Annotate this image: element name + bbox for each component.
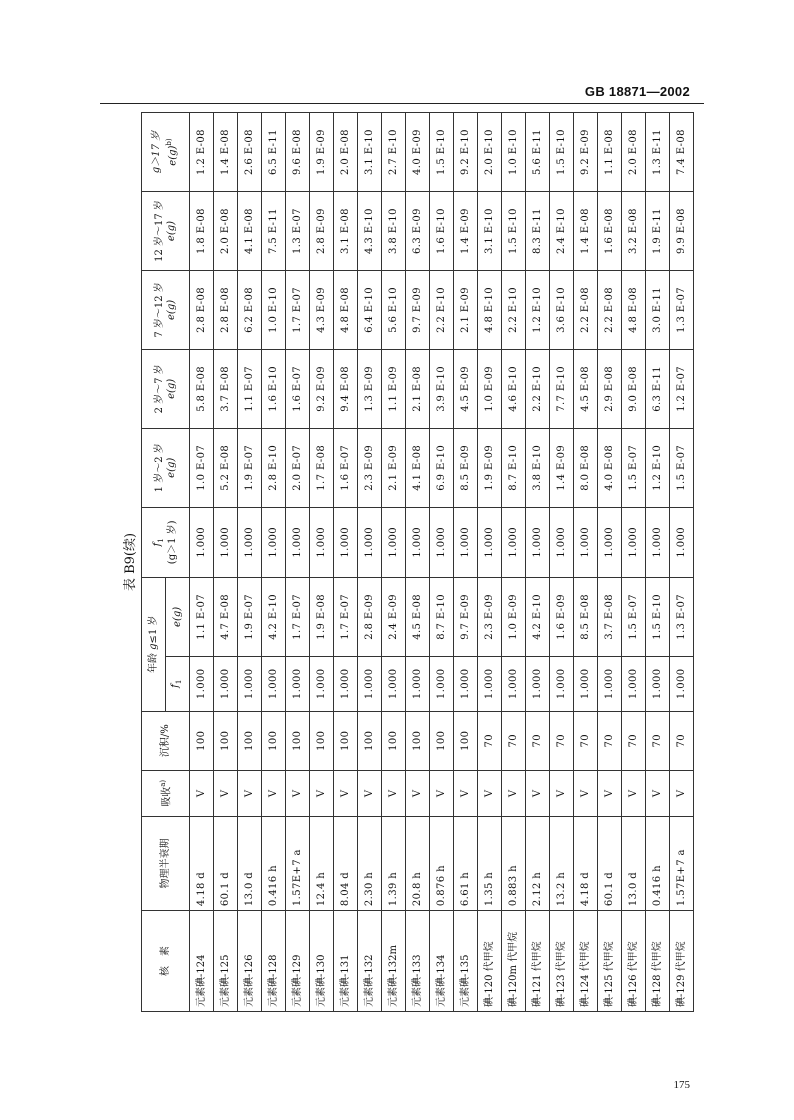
- cell-e-adult: 7.4 E-08: [670, 113, 694, 192]
- cell-e-7-12: 1.7 E-07: [286, 270, 310, 349]
- cell-half-life: 4.18 d: [190, 816, 214, 910]
- cell-deposition: 70: [502, 711, 526, 770]
- cell-e-infant: 4.2 E-10: [262, 577, 286, 656]
- cell-e-1-2: 1.6 E-07: [334, 428, 358, 507]
- cell-absorption: V: [214, 770, 238, 816]
- cell-e-2-7: 2.9 E-08: [598, 349, 622, 428]
- cell-e-infant: 4.7 E-08: [214, 577, 238, 656]
- page-number: 175: [673, 1079, 690, 1091]
- cell-e-infant: 1.0 E-09: [502, 577, 526, 656]
- footnote-b-marker: b): [165, 138, 174, 146]
- cell-e-infant: 1.7 E-07: [286, 577, 310, 656]
- cell-nuclide: 碘-121 代甲烷: [526, 911, 550, 1012]
- cell-nuclide: 碘-125 代甲烷: [598, 911, 622, 1012]
- cell-e-12-17: 1.6 E-10: [430, 192, 454, 271]
- cell-e-7-12: 4.3 E-09: [310, 270, 334, 349]
- cell-e-adult: 1.5 E-10: [550, 113, 574, 192]
- cell-nuclide: 碘-120m 代甲烷: [502, 911, 526, 1012]
- cell-e-2-7: 4.6 E-10: [502, 349, 526, 428]
- cell-e-infant: 1.9 E-08: [310, 577, 334, 656]
- cell-e-adult: 2.7 E-10: [382, 113, 406, 192]
- cell-deposition: 100: [454, 711, 478, 770]
- cell-e-2-7: 1.6 E-07: [286, 349, 310, 428]
- cell-e-2-7: 2.2 E-10: [526, 349, 550, 428]
- cell-e-7-12: 2.8 E-08: [190, 270, 214, 349]
- cell-e-7-12: 2.2 E-10: [502, 270, 526, 349]
- cell-e-2-7: 3.7 E-08: [214, 349, 238, 428]
- cell-deposition: 100: [334, 711, 358, 770]
- cell-absorption: V: [238, 770, 262, 816]
- cell-e-2-7: 7.7 E-10: [550, 349, 574, 428]
- cell-e-2-7: 1.3 E-09: [358, 349, 382, 428]
- header-age-7-12: 7 岁～12 岁 e(g): [142, 270, 190, 349]
- cell-e-adult: 2.6 E-08: [238, 113, 262, 192]
- cell-e-2-7: 6.3 E-11: [646, 349, 670, 428]
- header-rule: [100, 103, 704, 104]
- header-age-group-le1: 年龄 g≤1 岁: [142, 577, 166, 711]
- cell-nuclide: 碘-126 代甲烷: [622, 911, 646, 1012]
- cell-nuclide: 碘-123 代甲烷: [550, 911, 574, 1012]
- cell-e-12-17: 2.0 E-08: [214, 192, 238, 271]
- cell-e-2-7: 5.8 E-08: [190, 349, 214, 428]
- cell-half-life: 1.57E+7 a: [670, 816, 694, 910]
- cell-e-7-12: 6.2 E-08: [238, 270, 262, 349]
- cell-e-7-12: 6.4 E-10: [358, 270, 382, 349]
- cell-e-2-7: 9.2 E-09: [310, 349, 334, 428]
- cell-absorption: V: [310, 770, 334, 816]
- cell-nuclide: 元素碘-133: [406, 911, 430, 1012]
- table-row: [430, 113, 454, 1012]
- cell-e-12-17: 4.3 E-10: [358, 192, 382, 271]
- cell-f1-child: 1.000: [214, 507, 238, 577]
- table-row: [262, 113, 286, 1012]
- cell-e-1-2: 1.5 E-07: [670, 428, 694, 507]
- cell-absorption: V: [622, 770, 646, 816]
- cell-f1-child: 1.000: [358, 507, 382, 577]
- cell-e-adult: 1.1 E-08: [598, 113, 622, 192]
- table-row: [382, 113, 406, 1012]
- cell-f1-child: 1.000: [406, 507, 430, 577]
- cell-f1-child: 1.000: [286, 507, 310, 577]
- cell-absorption: V: [358, 770, 382, 816]
- cell-half-life: 0.416 h: [646, 816, 670, 910]
- dose-coefficient-table: [141, 112, 694, 1012]
- cell-e-adult: 9.2 E-09: [574, 113, 598, 192]
- cell-f1-infant: 1.000: [430, 656, 454, 711]
- cell-half-life: 12.4 h: [310, 816, 334, 910]
- cell-nuclide: 碘-129 代甲烷: [670, 911, 694, 1012]
- cell-f1-infant: 1.000: [550, 656, 574, 711]
- cell-e-adult: 9.2 E-10: [454, 113, 478, 192]
- cell-e-7-12: 2.2 E-08: [574, 270, 598, 349]
- cell-f1-infant: 1.000: [526, 656, 550, 711]
- standard-code: GB 18871—2002: [584, 84, 690, 99]
- cell-nuclide: 元素碘-132: [358, 911, 382, 1012]
- cell-deposition: 100: [358, 711, 382, 770]
- cell-nuclide: 元素碘-124: [190, 911, 214, 1012]
- header-age-1-2: 1 岁～2 岁 e(g): [142, 428, 190, 507]
- table-row: [334, 113, 358, 1012]
- cell-half-life: 13.2 h: [550, 816, 574, 910]
- table-row: [478, 113, 502, 1012]
- cell-nuclide: 元素碘-125: [214, 911, 238, 1012]
- cell-e-1-2: 1.0 E-07: [190, 428, 214, 507]
- cell-f1-child: 1.000: [622, 507, 646, 577]
- cell-e-2-7: 9.0 E-08: [622, 349, 646, 428]
- cell-e-7-12: 1.0 E-10: [262, 270, 286, 349]
- cell-nuclide: 元素碘-130: [310, 911, 334, 1012]
- cell-f1-child: 1.000: [430, 507, 454, 577]
- cell-e-adult: 2.0 E-08: [334, 113, 358, 192]
- cell-e-1-2: 3.8 E-10: [526, 428, 550, 507]
- cell-f1-infant: 1.000: [262, 656, 286, 711]
- cell-deposition: 70: [574, 711, 598, 770]
- table-body: [190, 113, 694, 1012]
- cell-nuclide: 元素碘-134: [430, 911, 454, 1012]
- cell-f1-infant: 1.000: [214, 656, 238, 711]
- header-age-2-7: 2 岁～7 岁 e(g): [142, 349, 190, 428]
- cell-deposition: 70: [526, 711, 550, 770]
- cell-f1-child: 1.000: [598, 507, 622, 577]
- table-row: [310, 113, 334, 1012]
- cell-e-7-12: 4.8 E-10: [478, 270, 502, 349]
- table-row: [550, 113, 574, 1012]
- cell-f1-infant: 1.000: [190, 656, 214, 711]
- cell-f1-infant: 1.000: [454, 656, 478, 711]
- cell-e-12-17: 1.4 E-08: [574, 192, 598, 271]
- cell-e-7-12: 2.1 E-09: [454, 270, 478, 349]
- header-deposition: 沉积/%: [142, 711, 190, 770]
- cell-deposition: 70: [598, 711, 622, 770]
- cell-absorption: V: [526, 770, 550, 816]
- cell-e-2-7: 1.0 E-09: [478, 349, 502, 428]
- cell-f1-child: 1.000: [238, 507, 262, 577]
- cell-e-infant: 1.6 E-09: [550, 577, 574, 656]
- cell-e-infant: 1.7 E-07: [334, 577, 358, 656]
- header-e-g: e(g): [166, 577, 190, 656]
- cell-e-1-2: 1.5 E-07: [622, 428, 646, 507]
- cell-e-7-12: 4.8 E-08: [622, 270, 646, 349]
- cell-f1-infant: 1.000: [382, 656, 406, 711]
- cell-f1-child: 1.000: [526, 507, 550, 577]
- cell-e-12-17: 3.2 E-08: [622, 192, 646, 271]
- cell-half-life: 20.8 h: [406, 816, 430, 910]
- cell-deposition: 100: [214, 711, 238, 770]
- cell-e-adult: 1.9 E-09: [310, 113, 334, 192]
- cell-e-2-7: 4.5 E-09: [454, 349, 478, 428]
- cell-f1-infant: 1.000: [622, 656, 646, 711]
- cell-e-infant: 4.2 E-10: [526, 577, 550, 656]
- cell-absorption: V: [334, 770, 358, 816]
- cell-nuclide: 元素碘-132m: [382, 911, 406, 1012]
- table-row: [286, 113, 310, 1012]
- table-row: [406, 113, 430, 1012]
- cell-e-1-2: 1.7 E-08: [310, 428, 334, 507]
- cell-e-7-12: 5.6 E-10: [382, 270, 406, 349]
- cell-e-7-12: 9.7 E-09: [406, 270, 430, 349]
- table-row: [526, 113, 550, 1012]
- cell-e-12-17: 7.5 E-11: [262, 192, 286, 271]
- cell-absorption: V: [406, 770, 430, 816]
- cell-e-infant: 2.8 E-09: [358, 577, 382, 656]
- table-caption: 表 B9(续): [123, 532, 138, 592]
- cell-nuclide: 碘-124 代甲烷: [574, 911, 598, 1012]
- cell-absorption: V: [598, 770, 622, 816]
- table-row: [622, 113, 646, 1012]
- cell-e-adult: 6.5 E-11: [262, 113, 286, 192]
- cell-deposition: 100: [286, 711, 310, 770]
- cell-e-adult: 1.4 E-08: [214, 113, 238, 192]
- cell-e-1-2: 1.4 E-09: [550, 428, 574, 507]
- cell-f1-infant: 1.000: [574, 656, 598, 711]
- cell-f1-infant: 1.000: [334, 656, 358, 711]
- cell-absorption: V: [262, 770, 286, 816]
- table-row: [502, 113, 526, 1012]
- cell-deposition: 70: [550, 711, 574, 770]
- cell-half-life: 13.0 d: [238, 816, 262, 910]
- table-row: [214, 113, 238, 1012]
- cell-absorption: V: [574, 770, 598, 816]
- cell-e-2-7: 1.1 E-09: [382, 349, 406, 428]
- cell-e-infant: 1.3 E-07: [670, 577, 694, 656]
- cell-f1-infant: 1.000: [238, 656, 262, 711]
- cell-e-7-12: 2.2 E-10: [430, 270, 454, 349]
- cell-f1-infant: 1.000: [598, 656, 622, 711]
- cell-nuclide: 元素碘-131: [334, 911, 358, 1012]
- cell-half-life: 0.883 h: [502, 816, 526, 910]
- cell-e-12-17: 1.8 E-08: [190, 192, 214, 271]
- cell-e-1-2: 2.0 E-07: [286, 428, 310, 507]
- cell-f1-infant: 1.000: [358, 656, 382, 711]
- cell-f1-child: 1.000: [502, 507, 526, 577]
- cell-e-7-12: 2.2 E-08: [598, 270, 622, 349]
- cell-deposition: 100: [190, 711, 214, 770]
- cell-e-infant: 9.7 E-09: [454, 577, 478, 656]
- cell-f1-child: 1.000: [574, 507, 598, 577]
- cell-f1-child: 1.000: [190, 507, 214, 577]
- cell-half-life: 13.0 d: [622, 816, 646, 910]
- cell-e-infant: 2.4 E-09: [382, 577, 406, 656]
- cell-deposition: 70: [646, 711, 670, 770]
- cell-f1-child: 1.000: [382, 507, 406, 577]
- header-half-life: 物理半衰期: [142, 816, 190, 910]
- cell-half-life: 60.1 d: [598, 816, 622, 910]
- cell-f1-child: 1.000: [550, 507, 574, 577]
- cell-f1-infant: 1.000: [646, 656, 670, 711]
- cell-e-adult: 1.3 E-11: [646, 113, 670, 192]
- cell-e-7-12: 2.8 E-08: [214, 270, 238, 349]
- cell-e-1-2: 4.1 E-08: [406, 428, 430, 507]
- cell-e-adult: 1.5 E-10: [430, 113, 454, 192]
- cell-absorption: V: [478, 770, 502, 816]
- header-age-12-17: 12 岁～17 岁 e(g): [142, 192, 190, 271]
- cell-deposition: 100: [430, 711, 454, 770]
- cell-e-1-2: 8.5 E-09: [454, 428, 478, 507]
- cell-e-12-17: 6.3 E-09: [406, 192, 430, 271]
- cell-e-2-7: 1.6 E-10: [262, 349, 286, 428]
- cell-f1-child: 1.000: [310, 507, 334, 577]
- cell-deposition: 70: [670, 711, 694, 770]
- cell-e-12-17: 3.1 E-08: [334, 192, 358, 271]
- cell-absorption: V: [382, 770, 406, 816]
- cell-f1-child: 1.000: [646, 507, 670, 577]
- header-f1-g-gt1: $f_1$ (g＞1 岁): [142, 507, 190, 577]
- cell-half-life: 4.18 d: [574, 816, 598, 910]
- cell-deposition: 100: [310, 711, 334, 770]
- cell-deposition: 70: [622, 711, 646, 770]
- cell-e-2-7: 9.4 E-08: [334, 349, 358, 428]
- cell-e-12-17: 8.3 E-11: [526, 192, 550, 271]
- cell-e-adult: 2.0 E-08: [622, 113, 646, 192]
- cell-f1-infant: 1.000: [502, 656, 526, 711]
- cell-e-12-17: 2.4 E-10: [550, 192, 574, 271]
- cell-e-1-2: 1.9 E-07: [238, 428, 262, 507]
- cell-f1-child: 1.000: [454, 507, 478, 577]
- cell-e-1-2: 1.9 E-09: [478, 428, 502, 507]
- table-row: [598, 113, 622, 1012]
- header-f1: $f_1$: [166, 656, 190, 711]
- cell-deposition: 100: [406, 711, 430, 770]
- cell-e-adult: 5.6 E-11: [526, 113, 550, 192]
- footnote-a-marker: a): [159, 779, 168, 787]
- cell-e-infant: 1.1 E-07: [190, 577, 214, 656]
- cell-e-infant: 1.5 E-10: [646, 577, 670, 656]
- cell-e-12-17: 1.6 E-08: [598, 192, 622, 271]
- cell-e-1-2: 8.0 E-08: [574, 428, 598, 507]
- cell-f1-infant: 1.000: [310, 656, 334, 711]
- cell-deposition: 100: [382, 711, 406, 770]
- cell-deposition: 100: [262, 711, 286, 770]
- cell-half-life: 0.416 h: [262, 816, 286, 910]
- cell-e-1-2: 4.0 E-08: [598, 428, 622, 507]
- cell-f1-infant: 1.000: [286, 656, 310, 711]
- table-row: [670, 113, 694, 1012]
- table-row: [646, 113, 670, 1012]
- cell-f1-child: 1.000: [334, 507, 358, 577]
- cell-e-2-7: 1.2 E-07: [670, 349, 694, 428]
- cell-e-infant: 4.5 E-08: [406, 577, 430, 656]
- cell-absorption: V: [430, 770, 454, 816]
- cell-e-7-12: 3.6 E-10: [550, 270, 574, 349]
- cell-e-1-2: 2.3 E-09: [358, 428, 382, 507]
- cell-f1-infant: 1.000: [406, 656, 430, 711]
- rotated-table-area: [123, 112, 687, 1012]
- table-row: [190, 113, 214, 1012]
- cell-e-12-17: 3.8 E-10: [382, 192, 406, 271]
- cell-half-life: 6.61 h: [454, 816, 478, 910]
- cell-e-adult: 1.0 E-10: [502, 113, 526, 192]
- cell-e-12-17: 1.5 E-10: [502, 192, 526, 271]
- cell-e-12-17: 2.8 E-09: [310, 192, 334, 271]
- cell-e-2-7: 2.1 E-08: [406, 349, 430, 428]
- cell-absorption: V: [190, 770, 214, 816]
- cell-e-7-12: 3.0 E-11: [646, 270, 670, 349]
- cell-e-12-17: 1.3 E-07: [286, 192, 310, 271]
- cell-e-1-2: 5.2 E-08: [214, 428, 238, 507]
- cell-e-12-17: 4.1 E-08: [238, 192, 262, 271]
- cell-e-adult: 2.0 E-10: [478, 113, 502, 192]
- cell-absorption: V: [550, 770, 574, 816]
- cell-half-life: 2.12 h: [526, 816, 550, 910]
- cell-e-1-2: 2.1 E-09: [382, 428, 406, 507]
- header-absorption: 吸收$^{a)}$: [142, 770, 190, 816]
- cell-e-1-2: 1.2 E-10: [646, 428, 670, 507]
- table-row: [574, 113, 598, 1012]
- cell-half-life: 2.30 h: [358, 816, 382, 910]
- cell-nuclide: 元素碘-129: [286, 911, 310, 1012]
- cell-half-life: 60.1 d: [214, 816, 238, 910]
- cell-nuclide: 碘-128 代甲烷: [646, 911, 670, 1012]
- cell-absorption: V: [646, 770, 670, 816]
- cell-absorption: V: [454, 770, 478, 816]
- cell-nuclide: 元素碘-126: [238, 911, 262, 1012]
- cell-e-infant: 3.7 E-08: [598, 577, 622, 656]
- table-row: [238, 113, 262, 1012]
- cell-e-adult: 9.6 E-08: [286, 113, 310, 192]
- cell-absorption: V: [670, 770, 694, 816]
- cell-e-infant: 1.5 E-07: [622, 577, 646, 656]
- table-row: [358, 113, 382, 1012]
- cell-f1-infant: 1.000: [670, 656, 694, 711]
- cell-e-12-17: 9.9 E-08: [670, 192, 694, 271]
- cell-e-7-12: 4.8 E-08: [334, 270, 358, 349]
- cell-e-adult: 4.0 E-09: [406, 113, 430, 192]
- cell-half-life: 1.35 h: [478, 816, 502, 910]
- cell-e-infant: 2.3 E-09: [478, 577, 502, 656]
- cell-half-life: 8.04 d: [334, 816, 358, 910]
- cell-f1-infant: 1.000: [478, 656, 502, 711]
- table-row: [454, 113, 478, 1012]
- cell-half-life: 0.876 h: [430, 816, 454, 910]
- cell-e-adult: 1.2 E-08: [190, 113, 214, 192]
- cell-half-life: 1.57E+7 a: [286, 816, 310, 910]
- cell-f1-child: 1.000: [262, 507, 286, 577]
- cell-f1-child: 1.000: [478, 507, 502, 577]
- cell-e-2-7: 1.1 E-07: [238, 349, 262, 428]
- cell-e-adult: 3.1 E-10: [358, 113, 382, 192]
- cell-e-2-7: 3.9 E-10: [430, 349, 454, 428]
- cell-nuclide: 碘-120 代甲烷: [478, 911, 502, 1012]
- cell-e-infant: 1.9 E-07: [238, 577, 262, 656]
- cell-e-12-17: 1.9 E-11: [646, 192, 670, 271]
- cell-e-7-12: 1.3 E-07: [670, 270, 694, 349]
- cell-e-1-2: 6.9 E-10: [430, 428, 454, 507]
- header-nuclide: 核 素: [142, 911, 190, 1012]
- cell-e-2-7: 4.5 E-08: [574, 349, 598, 428]
- cell-e-infant: 8.7 E-10: [430, 577, 454, 656]
- header-age-gt17: g＞17 岁 $e(g)^{b)}$: [142, 113, 190, 192]
- cell-e-7-12: 1.2 E-10: [526, 270, 550, 349]
- cell-absorption: V: [286, 770, 310, 816]
- cell-e-infant: 8.5 E-08: [574, 577, 598, 656]
- cell-deposition: 70: [478, 711, 502, 770]
- cell-e-1-2: 8.7 E-10: [502, 428, 526, 507]
- cell-e-12-17: 1.4 E-09: [454, 192, 478, 271]
- cell-deposition: 100: [238, 711, 262, 770]
- cell-absorption: V: [502, 770, 526, 816]
- cell-half-life: 1.39 h: [382, 816, 406, 910]
- cell-nuclide: 元素碘-135: [454, 911, 478, 1012]
- cell-e-12-17: 3.1 E-10: [478, 192, 502, 271]
- cell-nuclide: 元素碘-128: [262, 911, 286, 1012]
- cell-e-1-2: 2.8 E-10: [262, 428, 286, 507]
- cell-f1-child: 1.000: [670, 507, 694, 577]
